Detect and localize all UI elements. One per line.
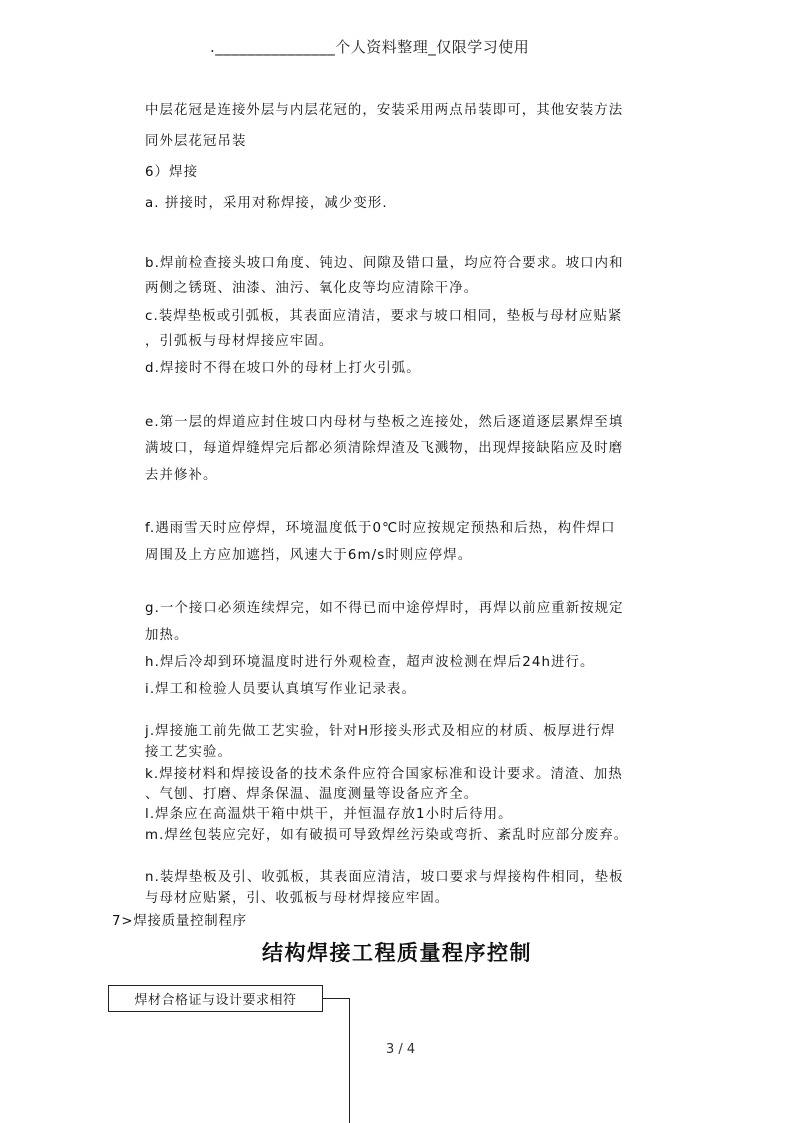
paragraph-line: k.焊接材料和焊接设备的技术条件应符合国家标准和设计要求。清渣、加热 <box>145 767 623 782</box>
section-title: 7>焊接质量控制程序 <box>112 914 247 929</box>
paragraph-line: i.焊工和检验人员要认真填写作业记录表。 <box>145 682 417 697</box>
paragraph-line: 接工艺实验。 <box>145 745 232 760</box>
paragraph-line: 加热。 <box>145 628 189 643</box>
paragraph-line: 满坡口，每道焊缝焊完后都必须清除焊渣及飞溅物，出现焊接缺陷应及时磨 <box>145 441 624 456</box>
paragraph-line: b.焊前检查接头坡口角度、钝边、间隙及错口量，均应符合要求。坡口内和 <box>145 256 624 271</box>
flowchart-box-label: 焊材合格证与设计要求相符 <box>134 993 297 1008</box>
page-number: 3 / 4 <box>383 1042 418 1057</box>
flowchart-box <box>108 985 323 1012</box>
flowchart-connector <box>349 998 350 1123</box>
paragraph-line: ，引弧板与母材焊接应牢固。 <box>145 334 334 349</box>
paragraph-line: 周围及上方应加遮挡，风速大于6m/s时则应停焊。 <box>145 548 473 563</box>
flowchart-title: 结构焊接工程质量程序控制 <box>262 941 532 965</box>
page-header: ._______________个人资料整理_仅限学习使用 <box>210 38 530 56</box>
paragraph-line: j.焊接施工前先做工艺实验，针对H形接头形式及相应的材质、板厚进行焊 <box>145 724 616 739</box>
paragraph-line: 两侧之锈斑、油漆、油污、氧化皮等均应清除干净。 <box>145 281 479 296</box>
paragraph-line: d.焊接时不得在坡口外的母材上打火引弧。 <box>145 361 421 376</box>
paragraph-line: 中层花冠是连接外层与内层花冠的，安装采用两点吊装即可，其他安装方法 <box>145 103 624 118</box>
paragraph-line: c.装焊垫板或引弧板，其表面应清洁，要求与坡口相同，垫板与母材应贴紧 <box>145 309 623 324</box>
paragraph-line: 与母材应贴紧，引、收弧板与母材焊接应牢固。 <box>145 891 450 906</box>
paragraph-line: l.焊条应在高温烘干箱中烘干，并恒温存放1小时后待用。 <box>145 807 513 822</box>
paragraph-line: 、气刨、打磨、焊条保温、温度测量等设备应齐全。 <box>145 787 479 802</box>
paragraph-line: n.装焊垫板及引、收弧板，其表面应清洁，坡口要求与焊接构件相同，垫板 <box>145 870 624 885</box>
paragraph-line: m.焊丝包装应完好，如有破损可导致焊丝污染或弯折、紊乱时应部分废弃。 <box>145 828 629 843</box>
paragraph-line: 同外层花冠吊装 <box>145 134 247 149</box>
paragraph-line: f.遇雨雪天时应停焊，环境温度低于0℃时应按规定预热和后热，构件焊口 <box>145 521 616 536</box>
paragraph-line: 去并修补。 <box>145 468 218 483</box>
subsection-heading: 6）焊接 <box>145 165 199 180</box>
paragraph-line: g.一个接口必须连续焊完，如不得已而中途停焊时，再焊以前应重新按规定 <box>145 601 624 616</box>
paragraph-line: h.焊后冷却到环境温度时进行外观检查，超声波检测在焊后24h进行。 <box>145 655 595 670</box>
flowchart-connector <box>323 998 349 999</box>
paragraph-line: e.第一层的焊道应封住坡口内母材与垫板之连接处，然后逐道逐层累焊至填 <box>145 415 624 430</box>
paragraph-line: a. 拼接时，采用对称焊接，减少变形. <box>145 196 388 211</box>
